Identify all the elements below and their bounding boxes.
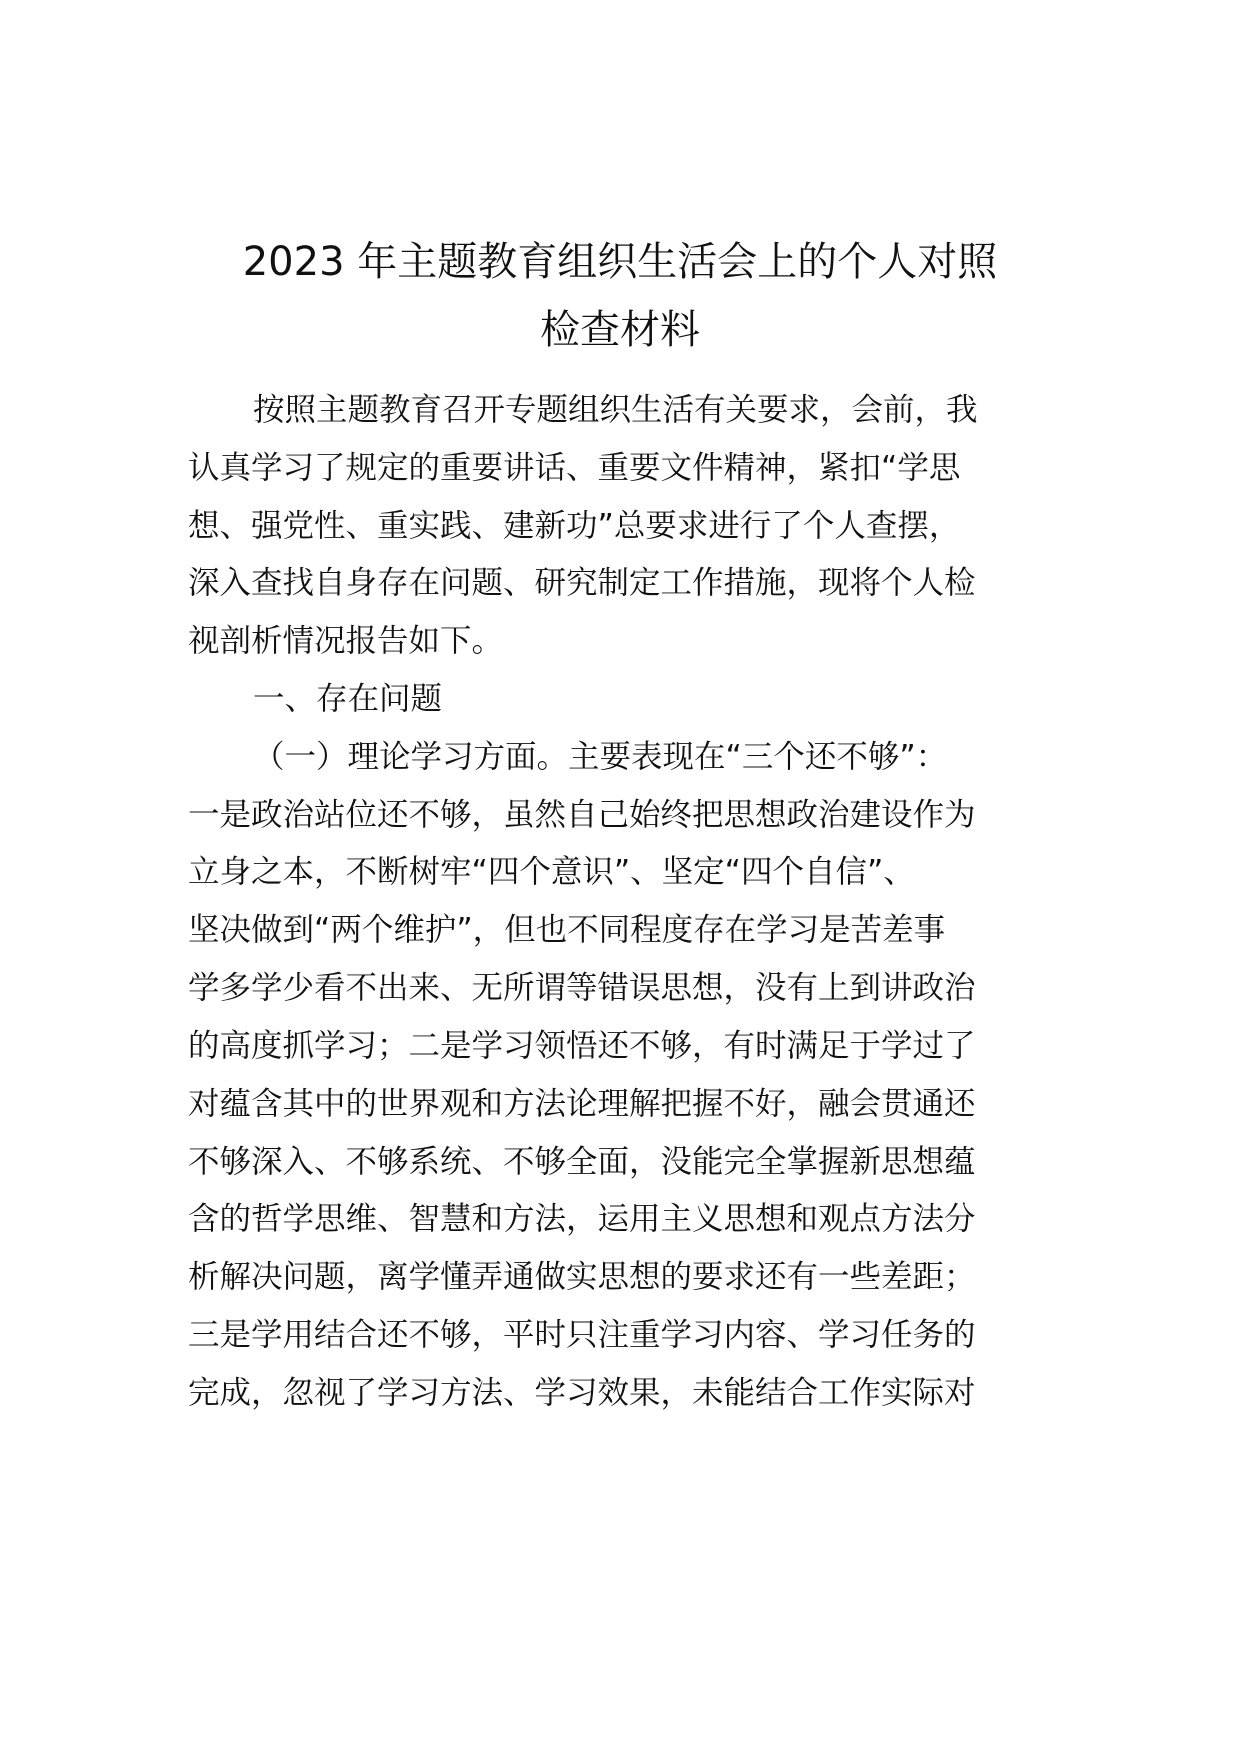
body-line-17: 三是学用结合还不够，平时只注重学习内容、学习任务的 xyxy=(188,1317,976,1353)
document-title-line-1: 2023 年主题教育组织生活会上的个人对照 xyxy=(242,239,998,285)
document-title-line-2: 检查材料 xyxy=(540,307,700,353)
body-line-16: 析解决问题，离学懂弄通做实思想的要求还有一些差距； xyxy=(188,1259,976,1295)
body-line-2: 认真学习了规定的重要讲话、重要文件精神，紧扣“学思 xyxy=(188,450,961,486)
body-line-14: 不够深入、不够系统、不够全面，没能完全掌握新思想蕴 xyxy=(188,1144,976,1180)
body-line-8: 一是政治站位还不够，虽然自己始终把思想政治建设作为 xyxy=(188,797,976,833)
body-line-9: 立身之本，不断树牢“四个意识”、坚定“四个自信”、 xyxy=(188,854,915,890)
body-line-18: 完成，忽视了学习方法、学习效果，未能结合工作实际对 xyxy=(188,1375,976,1411)
subsection-theory-study: （一）理论学习方面。主要表现在“三个还不够”： xyxy=(253,739,948,775)
section-heading-existing-problems: 一、存在问题 xyxy=(253,681,443,717)
body-line-1: 按照主题教育召开专题组织生活有关要求，会前，我 xyxy=(253,392,978,428)
body-line-5: 视剖析情况报告如下。 xyxy=(188,623,504,659)
body-line-15: 含的哲学思维、智慧和方法，运用主义思想和观点方法分 xyxy=(188,1201,976,1237)
body-line-12: 的高度抓学习；二是学习领悟还不够，有时满足于学过了 xyxy=(188,1028,976,1064)
body-line-3: 想、强党性、重实践、建新功”总要求进行了个人查摆， xyxy=(188,508,961,544)
body-line-11: 学多学少看不出来、无所谓等错误思想，没有上到讲政治 xyxy=(188,970,976,1006)
body-line-4: 深入查找自身存在问题、研究制定工作措施，现将个人检 xyxy=(188,565,976,601)
body-line-13: 对蕴含其中的世界观和方法论理解把握不好，融会贯通还 xyxy=(188,1086,976,1122)
body-line-10: 坚决做到“两个维护”，但也不同程度存在学习是苦差事 xyxy=(188,912,946,948)
